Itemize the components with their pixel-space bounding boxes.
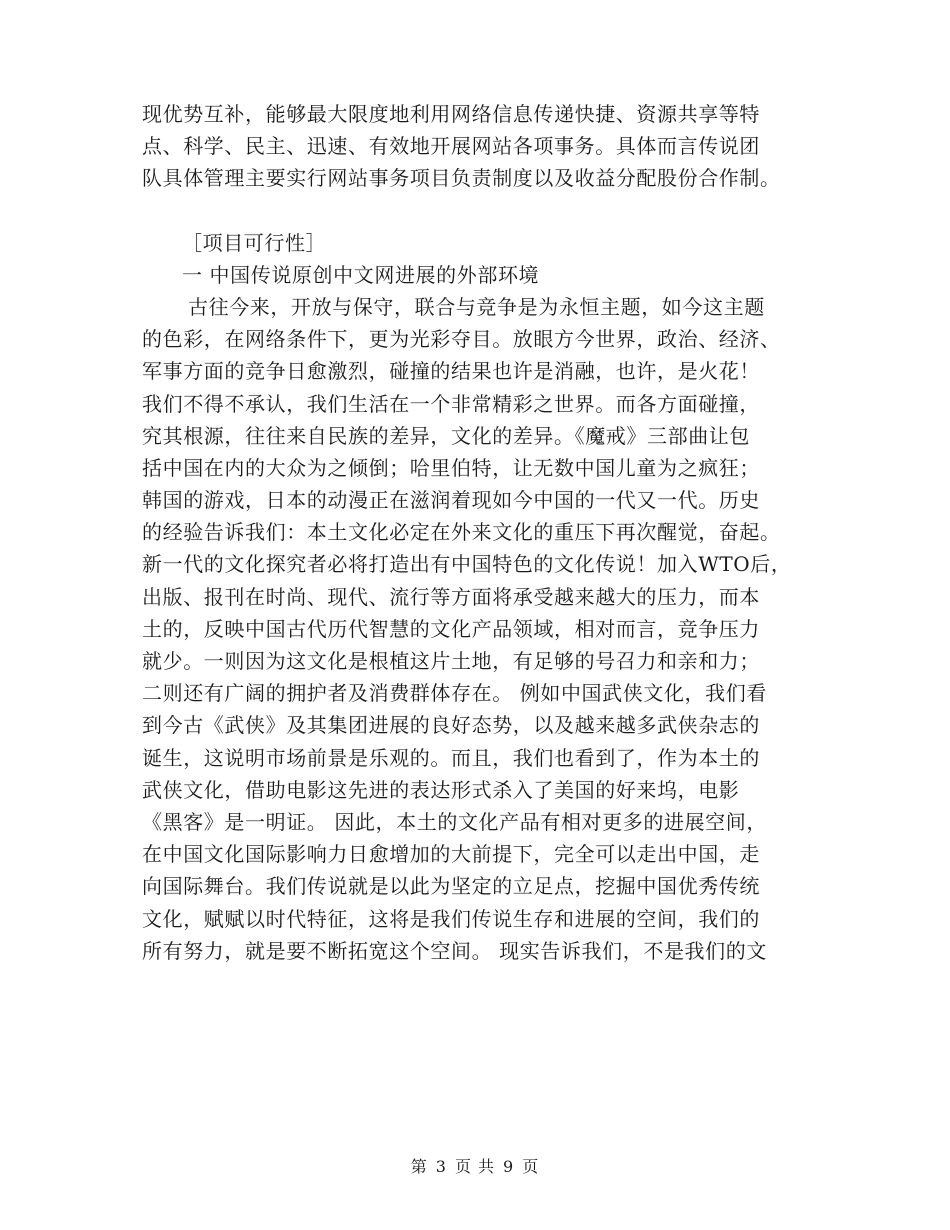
paragraph-2	[142, 291, 822, 967]
text-line: 古往今来，开放与保守，联合与竞争是为永恒主题，如今这主题	[188, 294, 765, 319]
text-line: 文化，赋赋以时代特征，这将是我们传说生存和进展的空间，我们的	[142, 906, 760, 931]
text-line: 在中国文化国际影响力日愈增加的大前提下，完全可以走出中国，走	[142, 842, 760, 867]
text-line: 到今古《武侠》及其集团进展的良好态势，以及越来越多武侠杂志的	[142, 713, 760, 738]
footer-prefix: 第	[410, 1157, 428, 1176]
text-line: 出版、报刊在时尚、现代、流行等方面将承受越来越大的压力，而本	[142, 584, 760, 609]
text-line: 军事方面的竞争日愈激烈，碰撞的结果也许是消融，也许，是火花！	[142, 359, 760, 384]
text-line: 点、科学、民主、迅速、有效地开展网站各项事务。具体而言传说团	[142, 134, 760, 159]
text-line: 的色彩，在网络条件下，更为光彩夺目。放眼方今世界，政治、经济、	[142, 327, 781, 352]
text-line: 队具体管理主要实行网站事务项目负责制度以及收益分配股份合作制。	[142, 166, 781, 191]
text-line: 新一代的文化探究者必将打造出有中国特色的文化传说！加入WTO后，	[142, 552, 792, 577]
total-pages: 9	[503, 1157, 515, 1176]
document-body	[142, 98, 822, 967]
footer-middle: 页 共	[454, 1157, 496, 1176]
text-line: 诞生，这说明市场前景是乐观的。而且，我们也看到了，作为本土的	[142, 745, 760, 770]
paragraph-1	[142, 98, 822, 195]
text-line: 就少。一则因为这文化是根植这片土地，有足够的号召力和亲和力；	[142, 649, 760, 673]
text-line: 括中国在内的大众为之倾倒；哈里伯特，让无数中国儿童为之疯狂；	[142, 455, 760, 480]
text-line: 究其根源，往往来自民族的差异，文化的差异。《魔戒》三部曲让包	[142, 423, 750, 448]
paragraph-spacer	[142, 195, 822, 227]
text-line: 我们不得不承认，我们生活在一个非常精彩之世界。而各方面碰撞，	[142, 391, 760, 416]
text-line: 现优势互补，能够最大限度地利用网络信息传递快捷、资源共享等特	[142, 102, 760, 126]
text-line: 武侠文化，借助电影这先进的表达形式杀入了美国的好来坞，电影	[142, 777, 740, 802]
page-footer	[0, 1154, 950, 1177]
text-line: 《黑客》是一明证。 因此，本土的文化产品有相对更多的进展空间，	[142, 809, 767, 834]
text-line: 韩国的游戏，日本的动漫正在滋润着现如今中国的一代又一代。历史	[142, 488, 760, 513]
text-line: 二则还有广阔的拥护者及消费群体存在。 例如中国武侠文化，我们看	[142, 681, 767, 706]
page-number: 3	[435, 1157, 447, 1176]
footer-suffix: 页	[522, 1157, 540, 1176]
text-line: 土的，反映中国古代历代智慧的文化产品领域，相对而言，竞争压力	[142, 616, 760, 641]
section-heading: ［项目可行性］	[182, 230, 327, 255]
text-line: 所有努力，就是要不断拓宽这个空间。 现实告诉我们，不是我们的文	[142, 938, 767, 963]
text-line: 的经验告诉我们：本土文化必定在外来文化的重压下再次醒觉，奋起。	[142, 520, 781, 545]
subsection-heading: 一 中国传说原创中文网进展的外部环境	[182, 262, 540, 287]
text-line: 向国际舞台。我们传说就是以此为坚定的立足点，挖掘中国优秀传统	[142, 874, 760, 899]
